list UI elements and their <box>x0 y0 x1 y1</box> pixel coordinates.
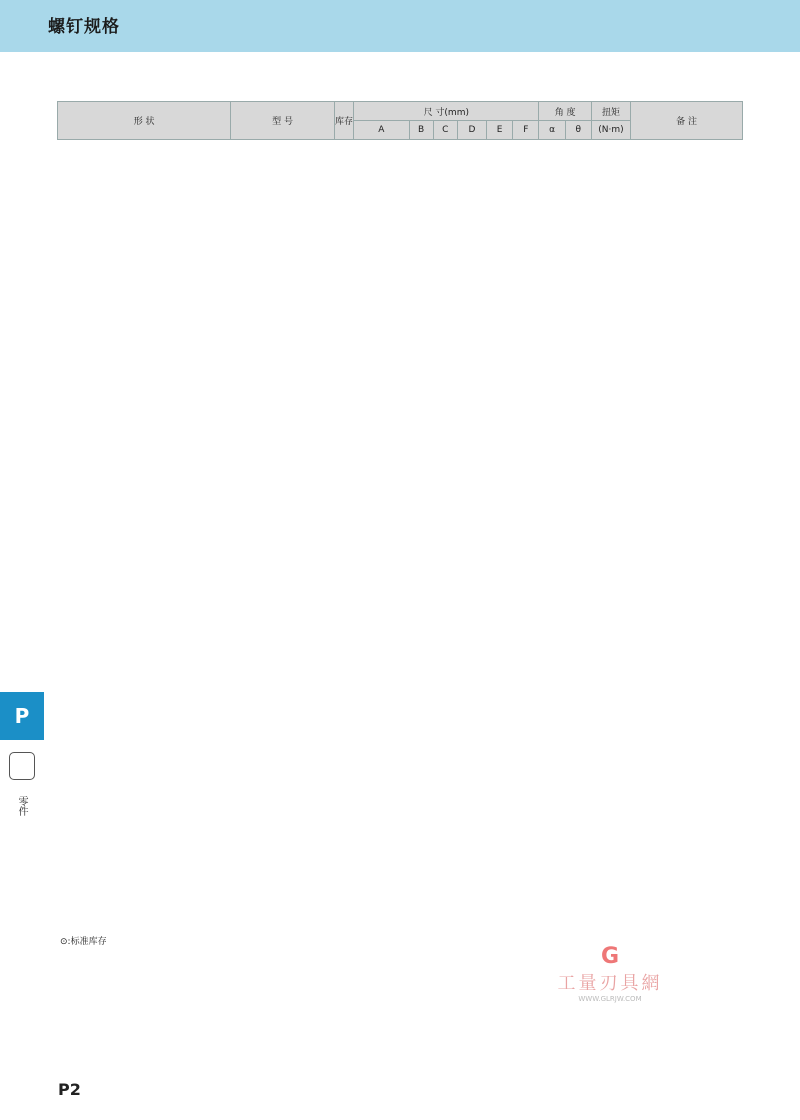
title-bar <box>0 0 800 52</box>
header-f: F <box>513 121 539 140</box>
header-size: 尺 寸(mm) <box>354 102 539 121</box>
watermark-text: 工量刃具網 <box>557 973 663 994</box>
header-model: 型 号 <box>231 102 335 140</box>
header-b: B <box>409 121 433 140</box>
footnote: ⊙:标准库存 <box>60 937 107 947</box>
spec-table <box>57 101 743 140</box>
header-theta: θ <box>565 121 591 140</box>
header-torque-unit: (N·m) <box>591 121 630 140</box>
header-d: D <box>457 121 486 140</box>
screw-icon <box>9 752 35 780</box>
page-number: P2 <box>58 1080 81 1099</box>
watermark <box>540 944 680 1003</box>
header-alpha: α <box>539 121 565 140</box>
section-label: 零件 <box>16 796 27 816</box>
header-e: E <box>487 121 513 140</box>
page-title: 螺钉规格 <box>48 17 120 37</box>
section-tab: P <box>0 692 44 740</box>
header-remark: 备 注 <box>631 102 743 140</box>
header-a: A <box>354 121 409 140</box>
header-torque: 扭矩 <box>591 102 630 121</box>
watermark-logo: G <box>600 944 620 969</box>
header-shape: 形 状 <box>58 102 231 140</box>
watermark-url: WWW.GLRJW.COM <box>578 995 642 1003</box>
header-angle: 角 度 <box>539 102 591 121</box>
header-c: C <box>433 121 457 140</box>
header-stock: 库存 <box>334 102 353 140</box>
